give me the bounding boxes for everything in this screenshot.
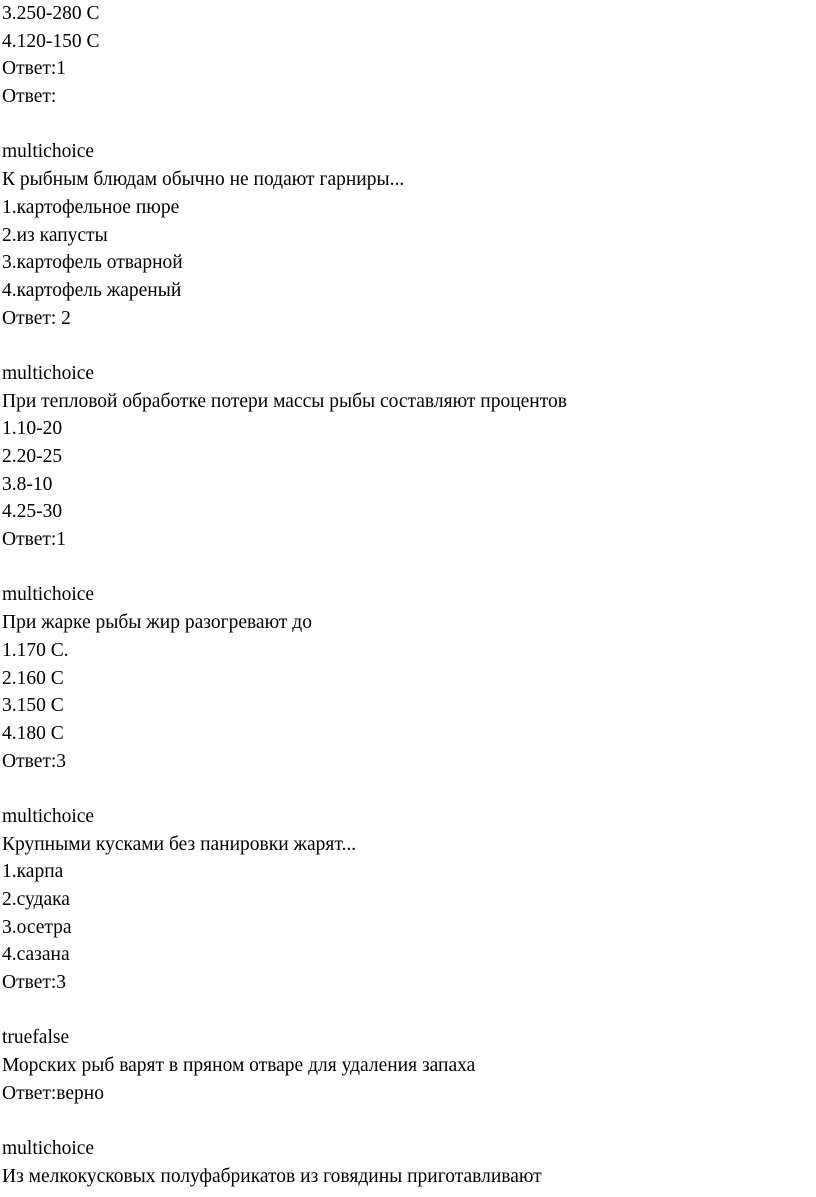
spacer xyxy=(2,332,802,360)
question-text: Крупными кусками без панировки жарят... xyxy=(2,833,357,855)
option-line: 3.картофель отварной xyxy=(2,252,183,274)
answer-line: Ответ: xyxy=(2,86,57,108)
answer-line: Ответ:верно xyxy=(2,1082,104,1104)
question-text: При жарке рыбы жир разогревают до xyxy=(2,612,312,634)
option-line: 2.20-25 xyxy=(2,446,63,467)
spacer xyxy=(2,1108,802,1136)
option-line: 4.180 С xyxy=(2,722,64,744)
option-line: 1.картофельное пюре xyxy=(2,196,180,218)
question-block xyxy=(2,581,802,775)
answer-line: Ответ:3 xyxy=(2,972,67,994)
option-line: 1.170 С. xyxy=(2,639,69,661)
option-line: 4.25-30 xyxy=(2,501,63,523)
option-line: 2.из капусты xyxy=(2,224,108,246)
option-line: 2.160 С xyxy=(2,667,64,689)
answer-line: Ответ: 2 xyxy=(2,307,71,329)
question-type: truefalse xyxy=(2,1027,70,1049)
question-type: multichoice xyxy=(2,141,95,163)
answer-line: Ответ:1 xyxy=(2,529,67,551)
leading-block xyxy=(2,0,802,111)
option-line: 3.8-10 xyxy=(2,473,53,495)
question-text: При тепловой обработке потери массы рыбы составляют процентов xyxy=(2,390,567,412)
option-line: 3.осетра xyxy=(2,916,72,938)
question-type: multichoice xyxy=(2,805,95,827)
question-text: Из мелкокусковых полуфабрикатов из говядины приготавливают xyxy=(2,1165,542,1187)
answer-line: Ответ:1 xyxy=(2,58,67,80)
document-page xyxy=(2,0,802,1191)
question-type: multichoice xyxy=(2,584,95,606)
question-block xyxy=(2,803,802,997)
question-block xyxy=(2,360,802,554)
question-type: multichoice xyxy=(2,362,95,384)
spacer xyxy=(2,111,802,139)
option-line: 3.150 С xyxy=(2,695,64,717)
option-line: 1.карпа xyxy=(2,861,64,883)
question-block xyxy=(2,138,802,332)
option-line: 2.судака xyxy=(2,889,70,910)
option-line: 1.10-20 xyxy=(2,418,63,440)
option-line: 4.картофель жареный xyxy=(2,279,182,301)
option-line: 4.сазана xyxy=(2,944,70,966)
question-type: multichoice xyxy=(2,1138,95,1160)
question-block xyxy=(2,1024,802,1107)
spacer xyxy=(2,554,802,582)
option-line: 4.120-150 C xyxy=(2,30,100,52)
question-text: К рыбным блюдам обычно не подают гарниры... xyxy=(2,169,405,191)
option-line: 3.250-280 C xyxy=(2,3,100,24)
question-text: Морских рыб варят в пряном отваре для удаления запаха xyxy=(2,1055,476,1077)
answer-line: Ответ:3 xyxy=(2,750,67,772)
spacer xyxy=(2,997,802,1025)
spacer xyxy=(2,775,802,803)
question-block xyxy=(2,1135,802,1190)
